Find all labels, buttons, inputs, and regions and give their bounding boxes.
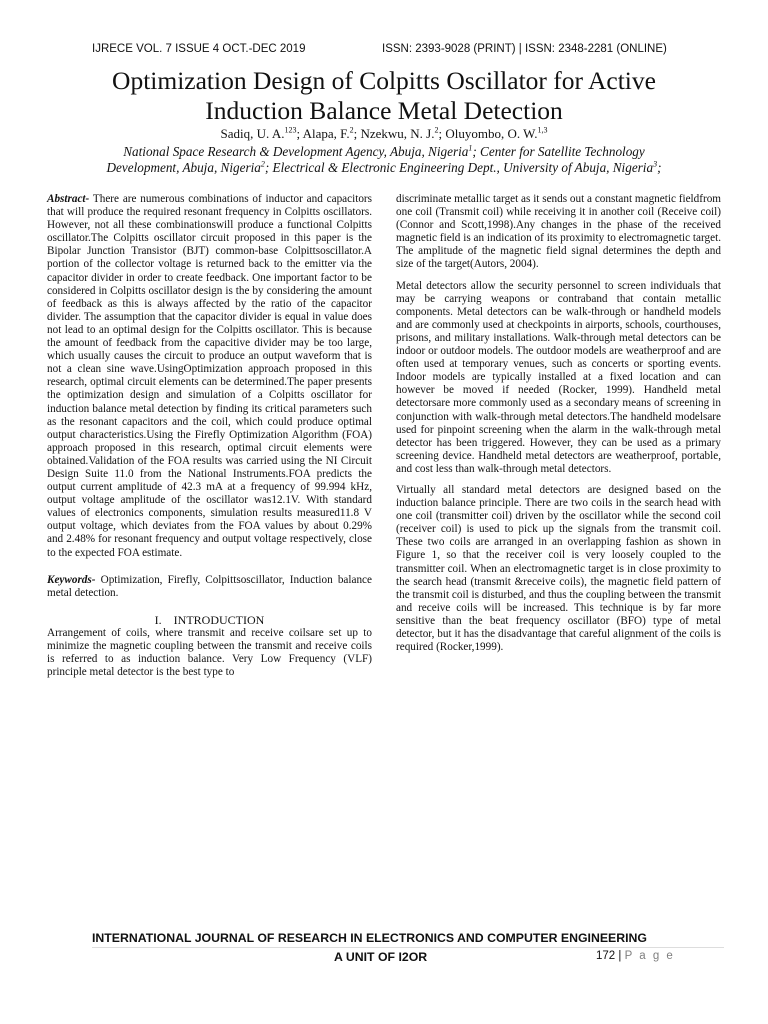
right-column	[396, 193, 721, 662]
abstract-label: Abstract-	[47, 193, 90, 205]
introduction-paragraph-3: Metal detectors allow the security personnel to screen individuals that may be carrying weapons or contraband that contain metallic components. Metal detectors can be walk-through or handheld models and are commonly used at checkpoints in airports, schools, courthouses, prisons, and military installations. Walk-through metal detectors can be indoor or outdoor models. The outdoor models are weatherproof and are often used at temporary venues, such as concerts or sporting events. Indoor models are typically installed at a fixed location and can however be moved if needed (Rocker, 1999). Handheld metal detectorsare more commonly used as a secondary means of screening in conjunction with walk-through metal detectors.The handheld modelsare used for pinpoint screening when the alarm in the walk-through metal detector has been triggered. However, they can be used as a primary screening device. Handheld metal detectors are weatherproof, portable, and cost less than walk-through metal detectors.	[396, 279, 721, 475]
page-word: P a g e	[624, 950, 675, 962]
left-column	[47, 193, 372, 679]
page-number	[596, 950, 675, 962]
author-list	[30, 126, 738, 142]
paper-title	[30, 66, 738, 126]
affiliation-mark-2: 2	[260, 159, 265, 169]
author-1-affiliation: 123	[284, 125, 297, 135]
affiliation-nasrda: National Space Research & Development Agency, Abuja, Nigeria	[123, 144, 469, 159]
keywords-paragraph	[47, 574, 372, 600]
abstract-paragraph	[47, 193, 372, 560]
author-3-affiliation: 2	[434, 125, 439, 135]
introduction-paragraph-1: Arrangement of coils, where transmit and receive coilsare set up to minimize the magnetic coupling between the transmit and receive coils is referred to as induction balance. Very Low Frequency (VLF) principle metal detector is the best type to	[47, 626, 372, 679]
page-number-separator: |	[615, 950, 625, 962]
keywords-label: Keywords-	[47, 573, 96, 586]
footer-journal-name: INTERNATIONAL JOURNAL OF RESEARCH IN ELECTRONICS AND COMPUTER ENGINEERING	[92, 931, 647, 945]
abstract-text: There are numerous combinations of inductor and capacitors that will produce the required resonant frequency in Colpitts oscillators. However, not all these combinationswill produce a functional Colpitts oscillator.The Colpitts oscillator circuit proposed in this paper is the Bipolar Junction Transistor (BJT) common-base Colpittsoscillator.A portion of the collector voltage is returned back to the emitter via the capacitor divider in order to create feedback. One important factor to be considered in Colpitts oscillator design is the by considering the amount of feedback as this is always affected by the ratio of the capacitor divider. The assumption that the capacitor divider is equal in value does not lead to an optimal design for the Colpitts oscillator. This is because the amount of feedback from the capacitive divider may be too large, which usually causes the circuit to produce an output waveform that is not a clean sine wave.UsingOptimization approach proposed in this research, optimal circuit elements can be determined.The paper presents the optimization design and simulation of a Colpitts oscillator for induction balance metal detection by finding its critical parameters such as the resonant capacitors and the coil, which could produce optimal output characteristics.Using the Firefly Optimization Algorithm (FOA) approach proposed in this research, optimal circuit elements were obtained.Validation of the FOA results was carried using the NI Circuit Design Suite 11.0 from the National Instruments.FOA predicts the output current amplitude of 42.3 mA at a frequency of 99.994 kHz, output voltage amplitude of the oscillator was12.1V. With standard values of electronics components, simulation results measured11.8 V output voltage, which deviates from the FOA values by about 0.29% and 2.48% for resonant frequency and output voltage respectively, close to the expected FOA estimate.	[47, 193, 372, 559]
affiliation-uniabuja: ; Electrical & Electronic Engineering Dept., University of Abuja, Nigeria	[264, 160, 654, 175]
affiliations	[30, 144, 738, 176]
affiliation-line-1	[30, 144, 738, 160]
author-4: ; Oluyombo, O. W.	[438, 126, 538, 141]
author-2-affiliation: 2	[349, 125, 354, 135]
keywords-text: Optimization, Firefly, Colpittsoscillator, Induction balance metal detection.	[47, 573, 372, 599]
title-line-2: Induction Balance Metal Detection	[205, 96, 563, 125]
author-4-affiliation: 1,3	[537, 125, 548, 135]
affiliation-cstd-cont: Development, Abuja, Nigeria	[106, 160, 261, 175]
footer-divider	[92, 947, 724, 948]
title-line-1: Optimization Design of Colpitts Oscillator for Active	[112, 66, 656, 95]
author-1: Sadiq, U. A.	[220, 126, 285, 141]
author-3: ; Nzekwu, N. J.	[353, 126, 435, 141]
running-header-volume: IJRECE VOL. 7 ISSUE 4 OCT.-DEC 2019	[92, 43, 306, 55]
affiliation-cstd: ; Center for Satellite Technology	[472, 144, 645, 159]
affiliation-mark-1: 1	[468, 143, 473, 153]
affiliation-line-2	[30, 160, 738, 176]
footer-unit: A UNIT OF I2OR	[334, 950, 428, 964]
section-heading-introduction: I. INTRODUCTION	[154, 612, 265, 627]
page-number-value: 172	[596, 950, 616, 962]
introduction-paragraph-4: Virtually all standard metal detectors are designed based on the induction balance principle. There are two coils in the search head with one coil (transmitter coil) driven by the oscillator while the second coil (receiver coil) is used to pick up the signals from the transmit coil. These two coils are arranged in an overlapping fashion as shown in Figure 1, so that the receiver coil is very loosely coupled to the transmitter coil. When an electromagnetic target is in close proximity to the search head (transmit &receive coils), the magnetic field pattern of the transmit coil is disturbed, and thus the coupling between the transmit and receive coils will be increased. This technique is by far more sensitive than the beat frequency oscillator (BFO) type of metal detector, but it has the disadvantage that careful alignment of the coils is required (Rocker,1999).	[396, 483, 721, 654]
affiliation-mark-3: 3	[653, 159, 658, 169]
affiliation-end: ;	[657, 160, 662, 175]
running-header-issn: ISSN: 2393-9028 (PRINT) | ISSN: 2348-2281 (ONLINE)	[382, 43, 667, 55]
author-2: ; Alapa, F.	[296, 126, 350, 141]
introduction-paragraph-2: discriminate metallic target as it sends out a constant magnetic fieldfrom one coil (Transmit coil) while receiving it in another coil (Receive coil)(Connor and Scott,1998).Any changes in the phase of the received magnetic field is an indication of its proximity to electromagnetic target. The amplitude of the magnetic field signal determines the depth and size of the target(Autors, 2004).	[396, 193, 721, 271]
